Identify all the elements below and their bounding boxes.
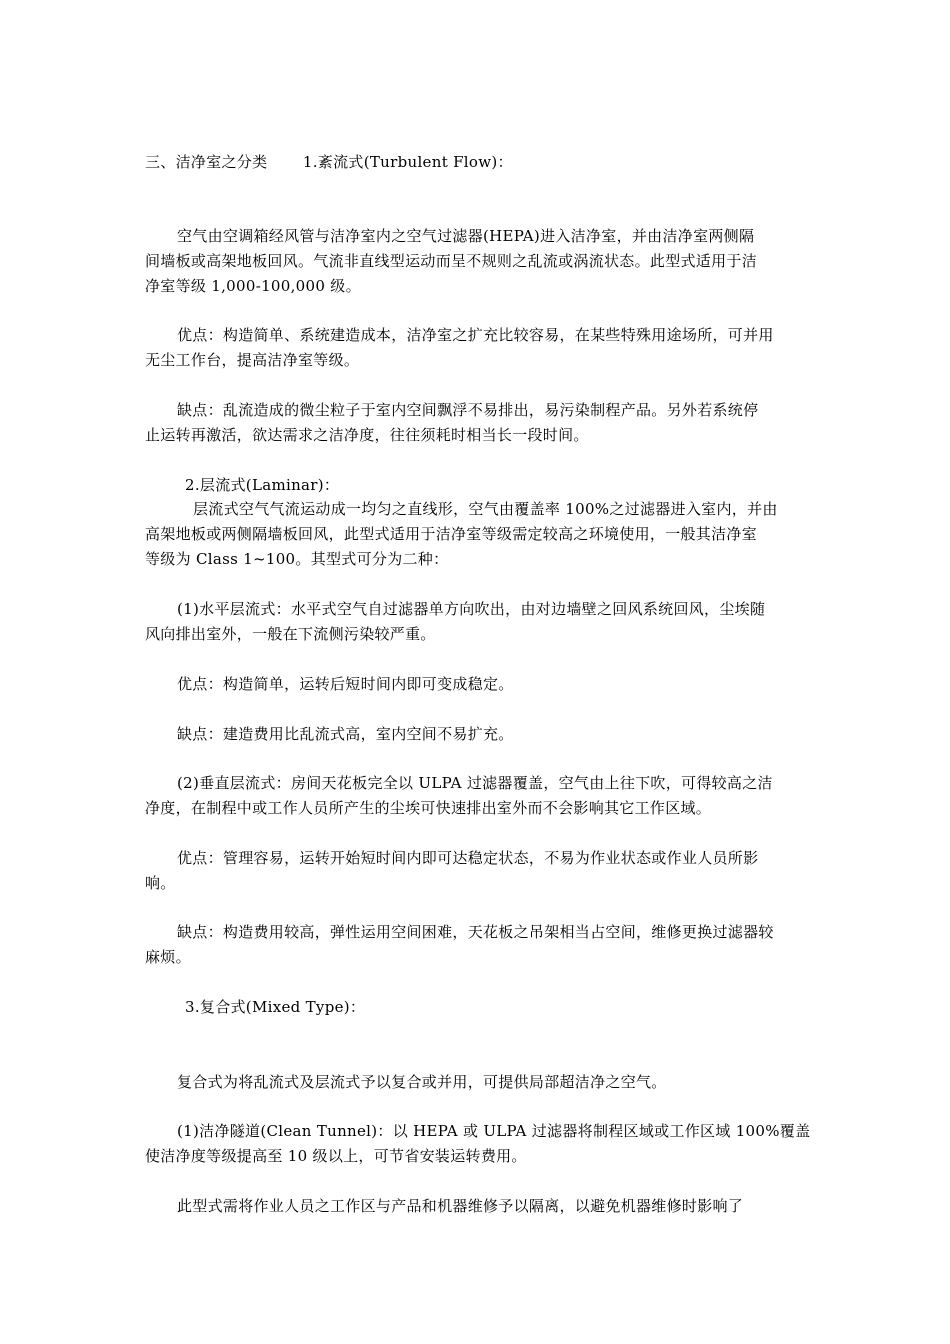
- vertical-pros-line-1: 优点：管理容易，运转开始短时间内即可达稳定状态，不易为作业状态或作业人员所影: [177, 849, 759, 867]
- horizontal-pros: 优点：构造简单，运转后短时间内即可变成稳定。: [177, 675, 514, 693]
- turbulent-cons-line-2: 止运转再激活，欲达需求之洁净度，往往须耗时相当长一段时间。: [145, 426, 589, 444]
- horizontal-desc-line-2: 风向排出室外，一般在下流侧污染较严重。: [145, 625, 436, 643]
- mixed-title: 3.复合式(Mixed Type)：: [185, 998, 366, 1016]
- section-heading: [145, 152, 513, 172]
- turbulent-title: 1.紊流式(Turbulent Flow)：: [302, 153, 513, 171]
- tunnel-desc-line-1: (1)洁净隧道(Clean Tunnel)：以 HEPA 或 ULPA 过滤器将制程区域或工作区域 100%覆盖: [177, 1122, 811, 1140]
- turbulent-desc-line-3: 净室等级 1,000-100,000 级。: [145, 277, 361, 295]
- horizontal-cons: 缺点：建造费用比乱流式高，室内空间不易扩充。: [177, 725, 514, 743]
- vertical-cons-line-1: 缺点：构造费用较高，弹性运用空间困难，天花板之吊架相当占空间，维修更换过滤器较: [177, 923, 774, 941]
- turbulent-cons-line-1: 缺点：乱流造成的微尘粒子于室内空间飘浮不易排出，易污染制程产品。另外若系统停: [177, 401, 759, 419]
- turbulent-pros-line-1: 优点：构造简单、系统建造成本，洁净室之扩充比较容易，在某些特殊用途场所，可并用: [177, 326, 774, 344]
- laminar-desc-line-1: 层流式空气气流运动成一均匀之直线形，空气由覆盖率 100%之过滤器进入室内，并由: [193, 500, 778, 518]
- tunnel-note: 此型式需将作业人员之工作区与产品和机器维修予以隔离，以避免机器维修时影响了: [177, 1197, 744, 1215]
- vertical-desc-line-2: 净度，在制程中或工作人员所产生的尘埃可快速排出室外而不会影响其它工作区域。: [145, 799, 712, 817]
- heading-gap: [267, 153, 302, 171]
- mixed-desc: 复合式为将乱流式及层流式予以复合或并用，可提供局部超洁净之空气。: [177, 1073, 667, 1091]
- tunnel-desc-line-2: 使洁净度等级提高至 10 级以上，可节省安装运转费用。: [145, 1147, 527, 1165]
- vertical-desc-line-1: (2)垂直层流式：房间天花板完全以 ULPA 过滤器覆盖，空气由上往下吹，可得较高之洁: [177, 774, 773, 792]
- vertical-pros-line-2: 响。: [145, 874, 176, 892]
- vertical-cons-line-2: 麻烦。: [145, 948, 191, 966]
- turbulent-pros-line-2: 无尘工作台，提高洁净室等级。: [145, 351, 360, 369]
- laminar-title: 2.层流式(Laminar)：: [185, 476, 340, 494]
- turbulent-desc-line-1: 空气由空调箱经风管与洁净室内之空气过滤器(HEPA)进入洁净室，并由洁净室两侧隔: [177, 227, 755, 245]
- laminar-desc-line-3: 等级为 Class 1~100。其型式可分为二种：: [145, 550, 449, 568]
- horizontal-desc-line-1: (1)水平层流式：水平式空气自过滤器单方向吹出，由对边墙壁之回风系统回风，尘埃随: [177, 600, 766, 618]
- turbulent-desc-line-2: 间墙板或高架地板回风。气流非直线型运动而呈不规则之乱流或涡流状态。此型式适用于洁: [145, 252, 758, 270]
- laminar-desc-line-2: 高架地板或两侧隔墙板回风，此型式适用于洁净室等级需定较高之环境使用，一般其洁净室: [145, 525, 758, 543]
- section-title: 三、洁净室之分类: [145, 153, 268, 171]
